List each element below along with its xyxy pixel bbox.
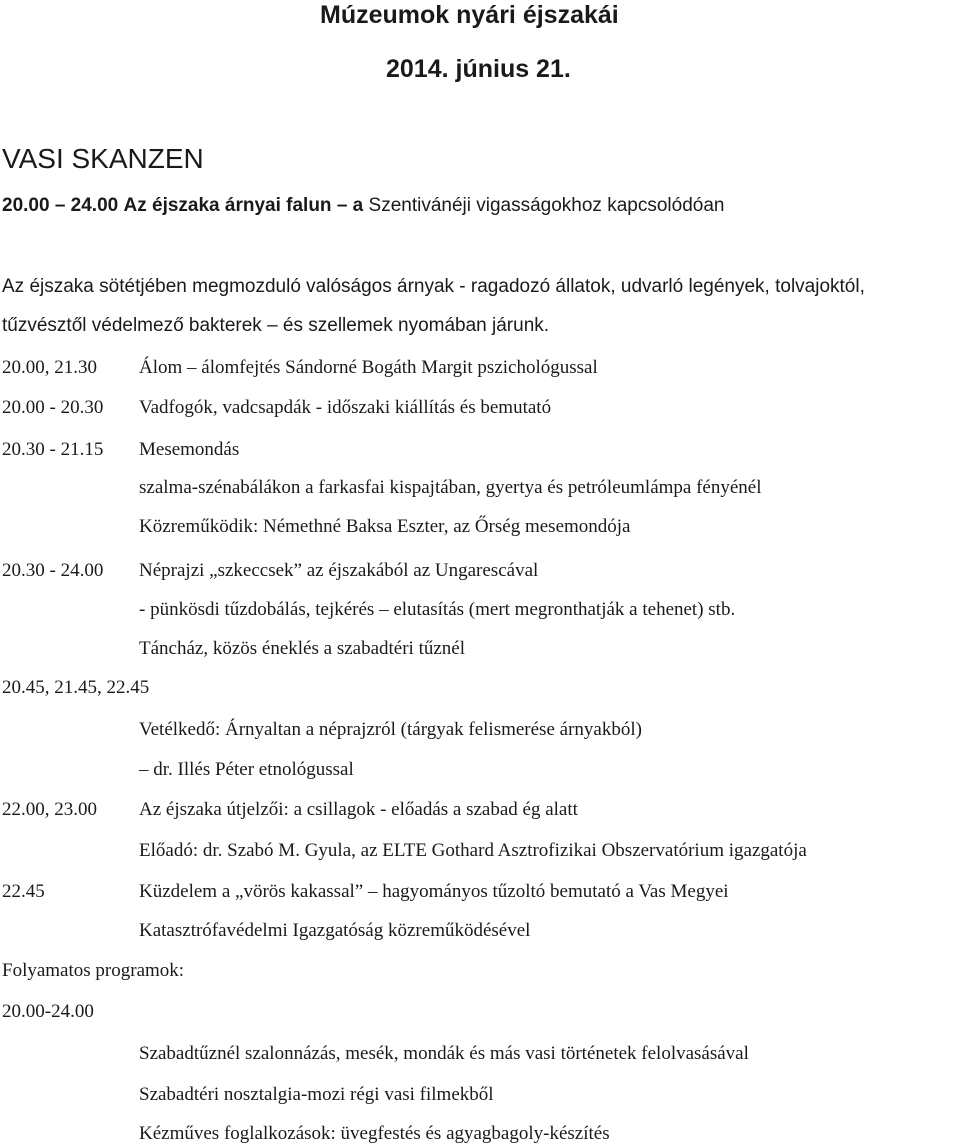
intro-line: Az éjszaka sötétjében megmozduló valóságos árnyak - ragadozó állatok, udvarló legények, tolvajoktól, <box>2 276 865 297</box>
continuous-item: Szabadtéri nosztalgia-mozi régi vasi filmekből <box>139 1084 494 1105</box>
headline-subtitle: Szentivánéji vigasságokhoz kapcsolódóan <box>368 195 725 216</box>
program-text: - pünkösdi tűzdobálás, tejkérés – elutasítás (mert megronthatják a tehenet) stb. <box>139 599 736 620</box>
program-text: – dr. Illés Péter etnológussal <box>139 759 354 780</box>
program-text: Álom – álomfejtés Sándorné Bogáth Margit pszichológussal <box>139 357 598 378</box>
headline <box>2 195 724 217</box>
page-title: Múzeumok nyári éjszakái <box>320 1 619 29</box>
event-date: 2014. június 21. <box>386 55 571 83</box>
program-time: 22.00, 23.00 <box>2 799 97 820</box>
program-text: Közreműködik: Némethné Baksa Eszter, az Őrség mesemondója <box>139 516 631 537</box>
continuous-time: 20.00-24.00 <box>2 1001 94 1022</box>
program-time: 22.45 <box>2 881 45 902</box>
intro-line: tűzvésztől védelmező bakterek – és szellemek nyomában járunk. <box>2 315 550 336</box>
program-text: Előadó: dr. Szabó M. Gyula, az ELTE Gothard Asztrofizikai Obszervatórium igazgatója <box>139 840 807 861</box>
program-text: Vetélkedő: Árnyaltan a néprajzról (tárgyak felismerése árnyakból) <box>139 719 642 740</box>
program-text: Vadfogók, vadcsapdák - időszaki kiállítás és bemutató <box>139 397 552 418</box>
program-time: 20.45, 21.45, 22.45 <box>2 677 150 698</box>
headline-time: 20.00 – 24.00 <box>2 195 119 216</box>
program-text: Mesemondás <box>139 439 240 460</box>
program-text: Táncház, közös éneklés a szabadtéri tűznél <box>139 638 466 659</box>
program-text: Küzdelem a „vörös kakassal” – hagyományos tűzoltó bemutató a Vas Megyei <box>139 881 729 902</box>
program-time: 20.30 - 24.00 <box>2 560 104 581</box>
program-time: 20.00, 21.30 <box>2 357 97 378</box>
continuous-item: Szabadtűznél szalonnázás, mesék, mondák és más vasi történetek felolvasásával <box>139 1043 749 1064</box>
continuous-heading: Folyamatos programok: <box>2 960 185 981</box>
venue-heading: VASI SKANZEN <box>2 143 204 174</box>
headline-title: Az éjszaka árnyai falun – a <box>123 195 364 216</box>
continuous-item: Kézműves foglalkozások: üvegfestés és agyagbagoly-készítés <box>139 1123 610 1144</box>
program-text: szalma-szénabálákon a farkasfai kispajtában, gyertya és petróleumlámpa fényénél <box>139 477 762 498</box>
program-time: 20.00 - 20.30 <box>2 397 104 418</box>
program-text: Néprajzi „szkeccsek” az éjszakából az Ungarescával <box>139 560 539 581</box>
program-text: Az éjszaka útjelzői: a csillagok - előadás a szabad ég alatt <box>139 799 578 820</box>
program-text: Katasztrófavédelmi Igazgatóság közreműködésével <box>139 920 531 941</box>
program-time: 20.30 - 21.15 <box>2 439 104 460</box>
